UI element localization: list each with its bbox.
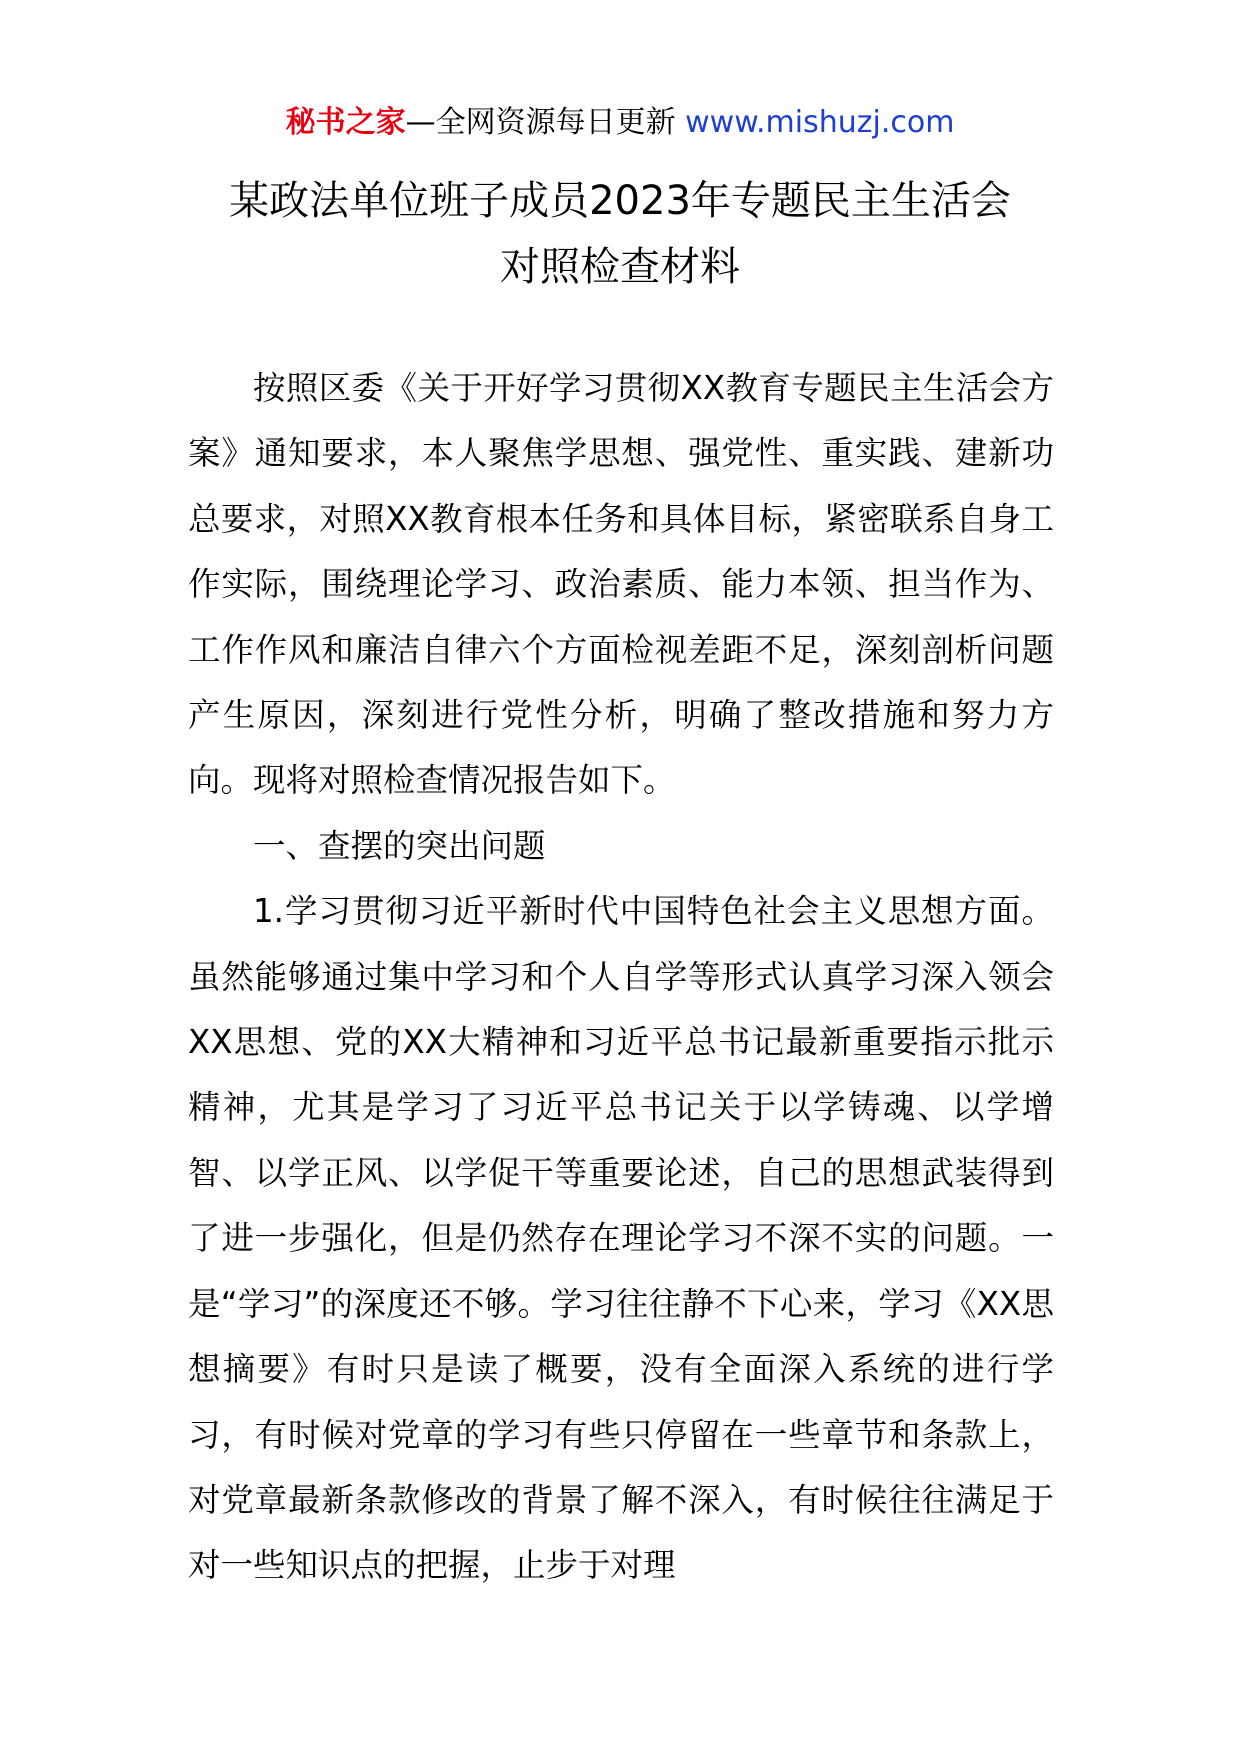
document-body — [188, 356, 1054, 1599]
section-heading: 一、查摆的突出问题 — [253, 826, 546, 865]
document-title — [0, 168, 1240, 300]
brand-name: 秘书之家 — [285, 105, 406, 140]
brand-url: www.mishuzj.com — [685, 105, 955, 140]
body-paragraph: 1.学习贯彻习近平新时代中国特色社会主义思想方面。虽然能够通过集中学习和个人自学等形式认真学习深入领会XX思想、党的XX大精神和习近平总书记最新重要指示批示精神，尤其是学习了习近平总书记关于以学铸魂、以学增智、以学正风、以学促干等重要论述，自己的思想武装得到了进一步强化，但是仍然存在理论学习不深不实的问题。一是“学习”的深度还不够。学习往往静不下心来，学习《XX思想摘要》有时只是读了概要，没有全面深入系统的进行学习，有时候对党章的学习有些只停留在一些章节和条款上，对党章最新条款修改的背景了解不深入，有时候往往满足于对一些知识点的把握，止步于对理 — [188, 892, 1054, 1585]
title-line-2: 对照检查材料 — [500, 244, 740, 290]
title-line-1: 某政法单位班子成员2023年专题民主生活会 — [229, 178, 1011, 224]
intro-paragraph: 按照区委《关于开好学习贯彻XX教育专题民主生活会方案》通知要求，本人聚焦学思想、强党性、重实践、建新功总要求，对照XX教育根本任务和具体目标，紧密联系自身工作实际，围绕理论学习、政治素质、能力本领、担当作为、工作作风和廉洁自律六个方面检视差距不足，深刻剖析问题产生原因，深刻进行党性分析，明确了整改措施和努力方向。现将对照检查情况报告如下。 — [188, 369, 1054, 800]
brand-tagline: —全网资源每日更新 — [405, 105, 686, 140]
watermark-header — [0, 103, 1240, 143]
